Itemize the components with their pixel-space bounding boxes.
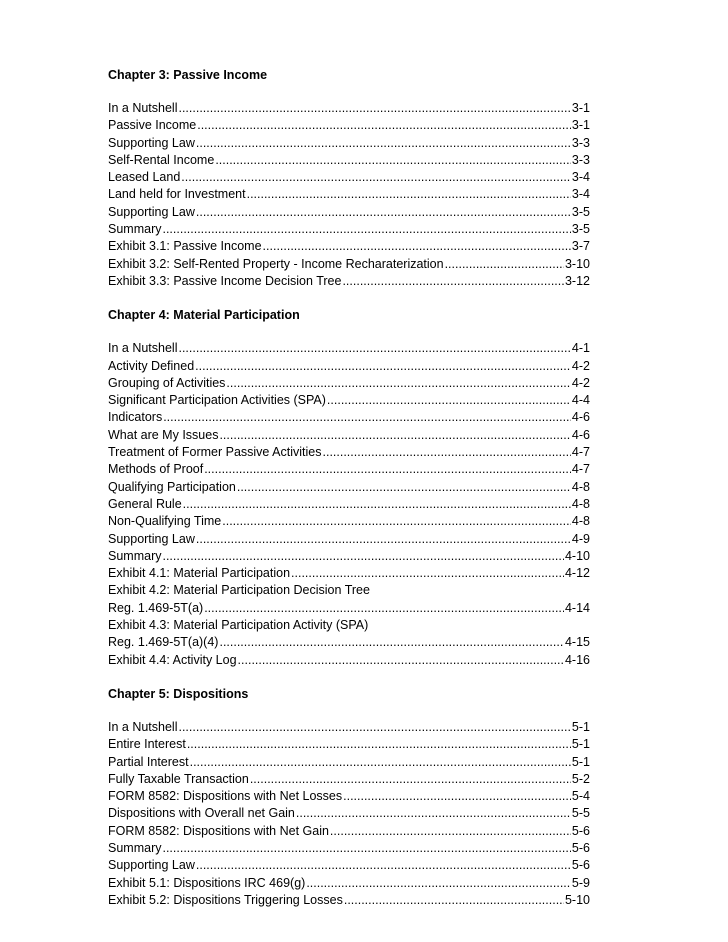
chapter-title: Chapter 3: Passive Income	[108, 68, 268, 82]
toc-entry	[108, 409, 590, 426]
dot-leader	[178, 719, 570, 736]
toc-entry	[108, 875, 590, 892]
dot-leader	[330, 823, 571, 840]
entry-page: 3-4	[571, 187, 590, 202]
entry-page: 3-5	[571, 222, 590, 237]
entry-page: 5-5	[571, 806, 590, 821]
dot-leader	[163, 409, 571, 426]
toc-entry	[108, 238, 590, 255]
entry-page: 4-15	[564, 635, 590, 650]
entry-page: 4-8	[571, 514, 590, 529]
toc-entry	[108, 771, 590, 788]
entry-page: 4-2	[571, 375, 590, 390]
entry-label: Grouping of Activities	[108, 375, 226, 390]
dot-leader	[327, 392, 571, 409]
toc-entry	[108, 479, 590, 496]
toc-entry	[108, 823, 590, 840]
toc-entry	[108, 565, 590, 582]
entry-label: Significant Participation Activities (SPA)	[108, 393, 326, 408]
entry-page: 3-3	[571, 152, 590, 167]
toc-entry	[108, 221, 590, 238]
entry-label: Supporting Law	[108, 858, 195, 873]
entry-label: Exhibit 3.1: Passive Income	[108, 239, 262, 254]
dot-leader	[291, 565, 564, 582]
entry-page: 5-6	[571, 858, 590, 873]
dot-leader	[162, 840, 570, 857]
toc-entry	[108, 840, 590, 857]
entry-page: 3-3	[571, 135, 590, 150]
toc-entry	[108, 100, 590, 117]
entry-label: Passive Income	[108, 118, 197, 133]
dot-leader	[250, 771, 571, 788]
toc-entry	[108, 204, 590, 221]
entry-page: 5-9	[571, 875, 590, 890]
entry-label: Treatment of Former Passive Activities	[108, 445, 322, 460]
entry-page: 4-1	[571, 341, 590, 356]
entry-label: What are My Issues	[108, 427, 219, 442]
dot-leader	[195, 358, 571, 375]
dot-leader	[162, 221, 570, 238]
dot-leader	[219, 427, 570, 444]
entry-label: Partial Interest	[108, 754, 189, 769]
toc-entry	[108, 256, 590, 273]
toc-entry	[108, 340, 590, 357]
toc-entry	[108, 169, 590, 186]
entry-label: In a Nutshell	[108, 101, 178, 115]
toc-entry	[108, 754, 590, 771]
dot-leader	[190, 754, 571, 771]
dot-leader	[196, 531, 571, 548]
entry-page: 5-6	[571, 840, 590, 855]
toc-entry-heading: Exhibit 4.3: Material Participation Activity (SPA)	[108, 618, 369, 633]
toc-entry	[108, 461, 590, 478]
entry-page: 5-1	[571, 754, 590, 769]
toc-entry	[108, 186, 590, 203]
dot-leader	[196, 135, 571, 152]
entry-page: 4-8	[571, 496, 590, 511]
entry-page: 5-10	[564, 892, 590, 907]
entry-page: 3-12	[564, 273, 590, 288]
entry-page: 4-7	[571, 462, 590, 477]
entry-page: 5-2	[571, 771, 590, 786]
entry-label: Summary	[108, 222, 162, 237]
chapter-5	[108, 685, 590, 909]
table-of-contents	[108, 66, 590, 925]
entry-page: 3-1	[571, 101, 590, 115]
entry-label: Reg. 1.469-5T(a)	[108, 600, 204, 615]
dot-leader	[237, 479, 571, 496]
dot-leader	[263, 238, 571, 255]
entry-label: Self-Rental Income	[108, 152, 215, 167]
entry-label: Qualifying Participation	[108, 479, 236, 494]
toc-entry	[108, 375, 590, 392]
dot-leader	[219, 634, 564, 651]
toc-entry	[108, 892, 590, 909]
entry-page: 3-4	[571, 170, 590, 185]
chapter-title: Chapter 4: Material Participation	[108, 308, 300, 323]
dot-leader	[204, 461, 571, 478]
toc-entry	[108, 805, 590, 822]
entry-page: 3-1	[571, 118, 590, 133]
toc-entry	[108, 117, 590, 134]
toc-entry	[108, 857, 590, 874]
dot-leader	[226, 375, 571, 392]
dot-leader	[197, 117, 571, 134]
entry-label: Leased Land	[108, 170, 181, 185]
toc-entry	[108, 135, 590, 152]
toc-list	[108, 719, 590, 909]
entry-page: 3-7	[571, 239, 590, 254]
toc-entry	[108, 652, 590, 669]
toc-entry	[108, 719, 590, 736]
toc-entry-heading: Exhibit 4.2: Material Participation Decision Tree	[108, 583, 370, 598]
entry-label: In a Nutshell	[108, 719, 178, 734]
entry-label: Supporting Law	[108, 204, 195, 219]
entry-page: 4-16	[564, 652, 590, 667]
dot-leader	[183, 496, 571, 513]
toc-list	[108, 100, 590, 290]
entry-label: Dispositions with Overall net Gain	[108, 806, 295, 821]
toc-entry	[108, 152, 590, 169]
entry-page: 4-6	[571, 410, 590, 425]
entry-label: Land held for Investment	[108, 187, 246, 202]
entry-page: 4-2	[571, 358, 590, 373]
entry-label: FORM 8582: Dispositions with Net Gain	[108, 823, 329, 838]
entry-label: Activity Defined	[108, 358, 195, 373]
dot-leader	[247, 186, 571, 203]
entry-label: In a Nutshell	[108, 341, 178, 356]
dot-leader	[196, 857, 571, 874]
toc-entry	[108, 427, 590, 444]
dot-leader	[343, 788, 571, 805]
entry-page: 4-4	[571, 393, 590, 408]
entry-page: 4-14	[564, 600, 590, 615]
entry-page: 4-9	[571, 531, 590, 546]
entry-label: Methods of Proof	[108, 462, 204, 477]
dot-leader	[445, 256, 564, 273]
entry-label: Summary	[108, 548, 162, 563]
entry-page: 5-1	[571, 719, 590, 734]
toc-list	[108, 340, 590, 669]
dot-leader	[178, 340, 570, 357]
dot-leader	[238, 652, 564, 669]
toc-entry	[108, 273, 590, 290]
entry-label: Exhibit 3.3: Passive Income Decision Tree	[108, 273, 342, 288]
entry-label: Supporting Law	[108, 135, 195, 150]
entry-page: 4-12	[564, 566, 590, 581]
entry-page: 3-10	[564, 256, 590, 271]
toc-entry	[108, 392, 590, 409]
dot-leader	[181, 169, 571, 186]
entry-page: 4-7	[571, 445, 590, 460]
entry-label: Exhibit 3.2: Self-Rented Property - Income Recharaterization	[108, 256, 444, 271]
entry-label: Entire Interest	[108, 737, 186, 752]
toc-entry	[108, 788, 590, 805]
entry-label: FORM 8582: Dispositions with Net Losses	[108, 789, 343, 804]
entry-page: 5-1	[571, 737, 590, 752]
chapter-4	[108, 306, 590, 669]
toc-entry	[108, 444, 590, 461]
dot-leader	[306, 875, 571, 892]
dot-leader	[187, 736, 571, 753]
toc-entry	[108, 496, 590, 513]
dot-leader	[204, 600, 564, 617]
entry-label: Exhibit 4.1: Material Participation	[108, 566, 291, 581]
dot-leader	[222, 513, 571, 530]
dot-leader	[342, 273, 564, 290]
dot-leader	[196, 204, 571, 221]
entry-page: 5-4	[571, 789, 590, 804]
chapter-3	[108, 66, 590, 290]
entry-label: Non-Qualifying Time	[108, 514, 222, 529]
toc-entry	[108, 600, 590, 617]
dot-leader	[296, 805, 571, 822]
entry-label: Exhibit 5.1: Dispositions IRC 469(g)	[108, 875, 306, 890]
toc-entry	[108, 358, 590, 375]
dot-leader	[323, 444, 571, 461]
entry-label: General Rule	[108, 496, 182, 511]
toc-entry	[108, 531, 590, 548]
toc-entry	[108, 548, 590, 565]
dot-leader	[344, 892, 564, 909]
entry-label: Summary	[108, 840, 162, 855]
entry-label: Exhibit 4.4: Activity Log	[108, 652, 237, 667]
entry-page: 5-6	[571, 823, 590, 838]
entry-label: Indicators	[108, 410, 163, 425]
toc-entry	[108, 634, 590, 651]
entry-page: 4-6	[571, 427, 590, 442]
entry-label: Exhibit 5.2: Dispositions Triggering Losses	[108, 892, 343, 907]
entry-page: 4-8	[571, 479, 590, 494]
entry-label: Supporting Law	[108, 531, 195, 546]
entry-page: 4-10	[564, 548, 590, 563]
entry-label: Fully Taxable Transaction	[108, 771, 249, 786]
chapter-title: Chapter 5: Dispositions	[108, 686, 249, 701]
entry-page: 3-5	[571, 204, 590, 219]
toc-entry	[108, 736, 590, 753]
toc-entry	[108, 513, 590, 530]
dot-leader	[215, 152, 571, 169]
entry-label: Reg. 1.469-5T(a)(4)	[108, 635, 219, 650]
dot-leader	[178, 100, 570, 117]
dot-leader	[162, 548, 563, 565]
